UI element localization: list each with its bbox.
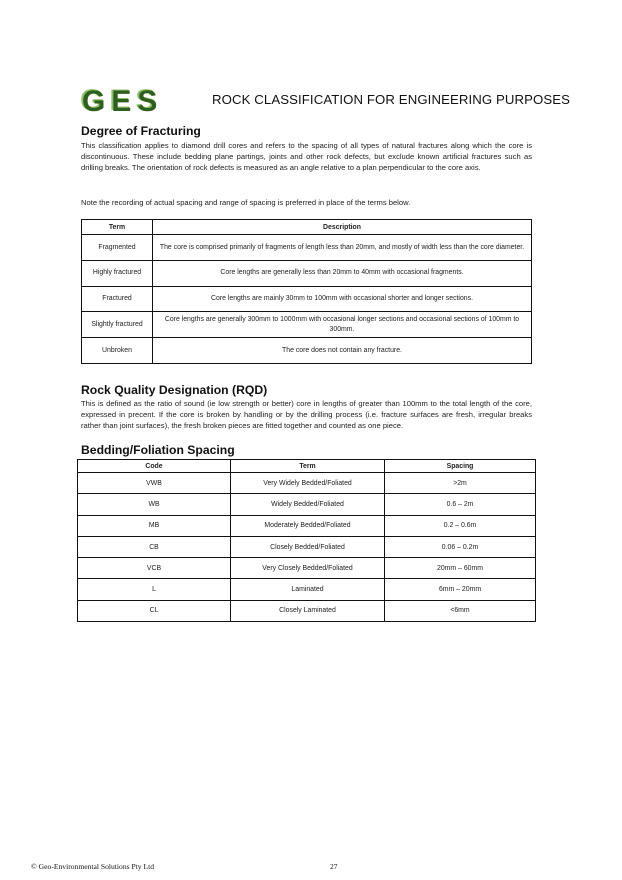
description-cell: Core lengths are generally less than 20mm to 40mm with occasional fragments. <box>153 260 532 286</box>
table-row <box>78 600 536 621</box>
spacing-cell: 6mm – 20mm <box>385 579 536 600</box>
table-row <box>78 473 536 494</box>
spacing-cell: >2m <box>385 473 536 494</box>
term-cell: Fractured <box>82 286 153 312</box>
term-cell: Moderately Bedded/Foliated <box>231 515 385 536</box>
rqd-text: This is defined as the ratio of sound (ie low strength or better) core in lengths of greater than 100mm to the total length of the core, expressed in precent. If the core is broken by handling or by the drilling process (i.e. fracture surfaces are fresh, irregular breaks rather than joint surfaces), the fresh broken pieces are fitted together and counted as one piece. <box>81 399 532 430</box>
code-cell: VWB <box>78 473 231 494</box>
column-header-spacing: Spacing <box>385 460 536 473</box>
footer-copyright: © Geo-Environmental Solutions Pty Ltd <box>31 862 155 871</box>
term-cell: Very Widely Bedded/Foliated <box>231 473 385 494</box>
table-header-row <box>82 220 532 235</box>
table-row <box>82 312 532 338</box>
column-header-term: Term <box>82 220 153 235</box>
term-cell: Laminated <box>231 579 385 600</box>
table-row <box>78 515 536 536</box>
term-cell: Very Closely Bedded/Foliated <box>231 558 385 579</box>
spacing-cell: 0.2 – 0.6m <box>385 515 536 536</box>
spacing-cell: 0.6 – 2m <box>385 494 536 515</box>
spacing-cell: 20mm – 60mm <box>385 558 536 579</box>
column-header-code: Code <box>78 460 231 473</box>
description-cell: Core lengths are mainly 30mm to 100mm with occasional shorter and longer sections. <box>153 286 532 312</box>
term-cell: Closely Laminated <box>231 600 385 621</box>
rqd-heading: Rock Quality Designation (RQD) <box>81 383 268 397</box>
table-row <box>82 260 532 286</box>
company-logo <box>81 84 181 117</box>
fracturing-heading: Degree of Fracturing <box>81 124 201 138</box>
code-cell: L <box>78 579 231 600</box>
column-header-description: Description <box>153 220 532 235</box>
table-row <box>82 286 532 312</box>
fracturing-table <box>81 219 532 364</box>
code-cell: VCB <box>78 558 231 579</box>
document-title: ROCK CLASSIFICATION FOR ENGINEERING PURPOSES <box>212 92 571 107</box>
table-row <box>78 558 536 579</box>
code-cell: CL <box>78 600 231 621</box>
term-cell: Fragmented <box>82 235 153 261</box>
fracturing-note: Note the recording of actual spacing and range of spacing is preferred in place of the terms below. <box>81 198 411 207</box>
page-number: 27 <box>330 862 338 871</box>
table-row <box>82 338 532 364</box>
bedding-table <box>77 459 536 622</box>
bedding-heading: Bedding/Foliation Spacing <box>81 443 235 457</box>
column-header-term: Term <box>231 460 385 473</box>
description-cell: Core lengths are generally 300mm to 1000mm with occasional longer sections and occasional sections of 100mm to 300mm. <box>153 312 532 338</box>
table-header-row <box>78 460 536 473</box>
table-row <box>78 579 536 600</box>
code-cell: CB <box>78 536 231 557</box>
spacing-cell: 0.06 – 0.2m <box>385 536 536 557</box>
table-row <box>82 235 532 261</box>
fracturing-intro: This classification applies to diamond drill cores and refers to the spacing of all types of natural fractures along which the core is discontinuous. These include bedding plane partings, joints and other rock defects, but exclude known artificial fractures such as drilling breaks. The orientation of rock defects is measured as an angle relative to a plan perpendicular to the core axis. <box>81 141 532 172</box>
description-cell: The core does not contain any fracture. <box>153 338 532 364</box>
code-cell: WB <box>78 494 231 515</box>
term-cell: Slightly fractured <box>82 312 153 338</box>
term-cell: Closely Bedded/Foliated <box>231 536 385 557</box>
table-row <box>78 494 536 515</box>
term-cell: Unbroken <box>82 338 153 364</box>
term-cell: Widely Bedded/Foliated <box>231 494 385 515</box>
table-row <box>78 536 536 557</box>
logo-text: GES <box>81 84 163 117</box>
spacing-cell: <6mm <box>385 600 536 621</box>
description-cell: The core is comprised primarily of fragments of length less than 20mm, and mostly of width less than the core diameter. <box>153 235 532 261</box>
term-cell: Highly fractured <box>82 260 153 286</box>
code-cell: MB <box>78 515 231 536</box>
